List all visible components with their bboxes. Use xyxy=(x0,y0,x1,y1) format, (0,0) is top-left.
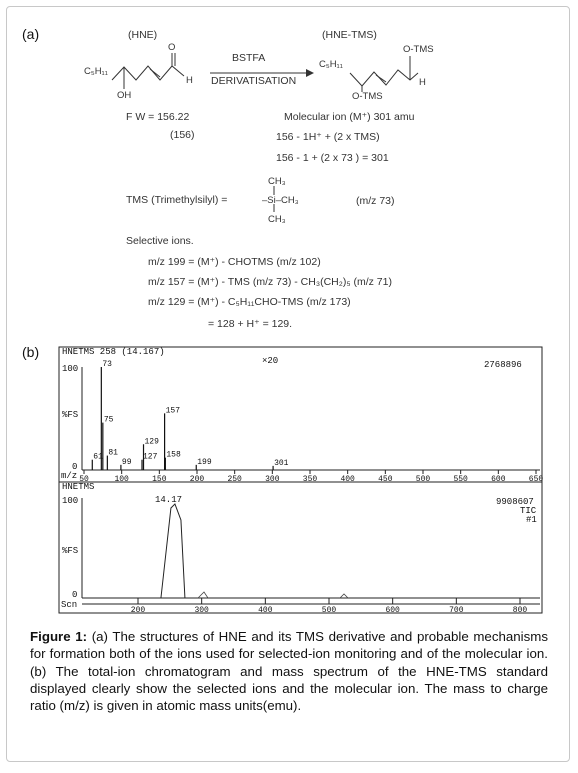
panel-a-label: (a) xyxy=(22,26,40,42)
caption-text: (a) The structures of HNE and its TMS derivative and probable mechanisms for formation both of the ions used for selected-ion monitoring and of the molecular ion. (b) The total-ion chromatogram and mass spectrum of the HNE-TMS standard displayed clearly show the selected ions and the molecular ion. The mass to charge ratio (m/z) is given in atomic mass units(emu). xyxy=(30,629,548,714)
spectrum-peak-label-199: 199 xyxy=(197,457,212,467)
tms-label: TMS (Trimethylsilyl) = xyxy=(126,194,228,206)
ion-line-129-result: = 128 + H⁺ = 129. xyxy=(208,318,293,330)
reagent-derivatisation: DERIVATISATION xyxy=(211,75,297,87)
chrom-y-top: 100 xyxy=(62,496,79,506)
chrom-ticks xyxy=(131,598,528,615)
spectrum-tick-label: 650 xyxy=(528,475,544,484)
chrom-header: HNETMS xyxy=(62,482,95,492)
ion-line-157: m/z 157 = (M⁺) - TMS (m/z 73) - CH₃(CH₂)₅ (m/z 71) xyxy=(148,276,392,288)
spectrum-tick-label: 200 xyxy=(189,475,205,484)
chrom-max-intensity: 9908607 xyxy=(496,497,534,507)
spectrum-peaks xyxy=(92,360,288,470)
h-left: H xyxy=(186,75,193,86)
chrom-axis-label: Scn xyxy=(61,600,78,610)
spectrum-peak-label-127: 127 xyxy=(143,452,158,462)
tms-silicon: –Si–CH₃ xyxy=(262,195,299,206)
formula-weight: F W = 156.22 xyxy=(126,111,190,123)
h-right: H xyxy=(419,77,426,88)
spectrum-tick-label: 150 xyxy=(152,475,167,484)
spectrum-peak-label-129: 129 xyxy=(144,437,159,447)
spectrum-header: HNETMS 258 (14.167) xyxy=(62,347,165,357)
spectrum-peak-label-301: 301 xyxy=(274,458,289,468)
spectrum-peak-label-81: 81 xyxy=(108,448,118,458)
panel-b-label: (b) xyxy=(22,344,40,360)
chrom-tick-label: 600 xyxy=(385,606,400,615)
figure-caption xyxy=(30,628,548,714)
spectrum-y-zero: 0 xyxy=(72,462,78,472)
spectrum-tick-label: 400 xyxy=(340,475,355,484)
chrom-tick-label: 500 xyxy=(321,606,337,615)
spectrum-tick-label: 300 xyxy=(265,475,280,484)
spectrum-peak-label-157: 157 xyxy=(165,406,181,416)
spectrum-peak-label-99: 99 xyxy=(121,457,132,467)
tms-mz: (m/z 73) xyxy=(356,195,395,207)
chrom-tic: TIC xyxy=(520,506,537,516)
c5h11-left: C₅H₁₁ xyxy=(84,66,108,77)
chrom-tick-label: 700 xyxy=(449,606,464,615)
formula-weight-nominal: (156) xyxy=(170,129,195,141)
tms-ch3-top: CH₃ xyxy=(268,176,286,187)
calc-line-1: 156 - 1H⁺ + (2 x TMS) xyxy=(276,131,380,143)
spectrum-tick-label: 500 xyxy=(415,475,431,484)
spectrum-tick-label: 250 xyxy=(227,475,242,484)
spectrum-tick-label: 550 xyxy=(453,475,468,484)
spectrum-tick-label: 50 xyxy=(79,475,89,484)
chrom-peak-label: 14.17 xyxy=(155,495,183,505)
ion-line-199: m/z 199 = (M⁺) - CHOTMS (m/z 102) xyxy=(148,256,321,268)
oh-group: OH xyxy=(117,90,132,101)
otms-bottom: O-TMS xyxy=(352,91,383,102)
calc-line-2: 156 - 1 + (2 x 73 ) = 301 xyxy=(276,152,389,164)
ms-panel-border xyxy=(59,347,542,613)
chrom-channel: #1 xyxy=(526,515,537,525)
selective-ions-title: Selective ions. xyxy=(126,235,194,247)
spectrum-peak-label-61: 61 xyxy=(93,452,103,462)
otms-top: O-TMS xyxy=(403,44,434,55)
caption-lead: Figure 1: xyxy=(30,629,88,644)
spectrum-tick-label: 600 xyxy=(491,475,506,484)
oxygen-atom: O xyxy=(168,42,176,53)
tms-ch3-bottom: CH₃ xyxy=(268,214,286,225)
chrom-y-mid: %FS xyxy=(62,546,79,556)
ion-line-129: m/z 129 = (M⁺) - C₅H₁₁CHO-TMS (m/z 173) xyxy=(148,296,351,308)
spectrum-peak-label-73: 73 xyxy=(102,360,112,369)
chromatogram-trace xyxy=(84,504,538,598)
spectrum-tick-label: 100 xyxy=(114,475,129,484)
spectrum-y-top: 100 xyxy=(62,364,79,374)
spectrum-peak-label-75: 75 xyxy=(103,415,114,425)
reagent-bstfa: BSTFA xyxy=(232,52,266,64)
spectrum-y-mid: %FS xyxy=(62,410,79,420)
molecular-ion-line: Molecular ion (M⁺) 301 amu xyxy=(284,111,415,123)
spectrum-axis-label: m/z xyxy=(61,471,78,481)
spectrum-peak-label-158: 158 xyxy=(166,450,181,460)
spectrum-tick-label: 450 xyxy=(378,475,393,484)
spectrum-max-intensity: 2768896 xyxy=(484,360,522,370)
chrom-tick-label: 300 xyxy=(194,606,209,615)
c5h11-right: C₅H₁₁ xyxy=(319,59,343,70)
chrom-minor-peaks xyxy=(198,592,348,598)
chrom-tick-label: 200 xyxy=(130,606,146,615)
spectrum-zoom: ×20 xyxy=(262,356,279,366)
chrom-tick-label: 400 xyxy=(258,606,273,615)
chrom-y-zero: 0 xyxy=(72,590,78,600)
spectrum-tick-label: 350 xyxy=(302,475,318,484)
chrom-tick-label: 800 xyxy=(512,606,528,615)
hne-tms-label: (HNE-TMS) xyxy=(322,29,377,41)
hne-label: (HNE) xyxy=(128,29,158,41)
